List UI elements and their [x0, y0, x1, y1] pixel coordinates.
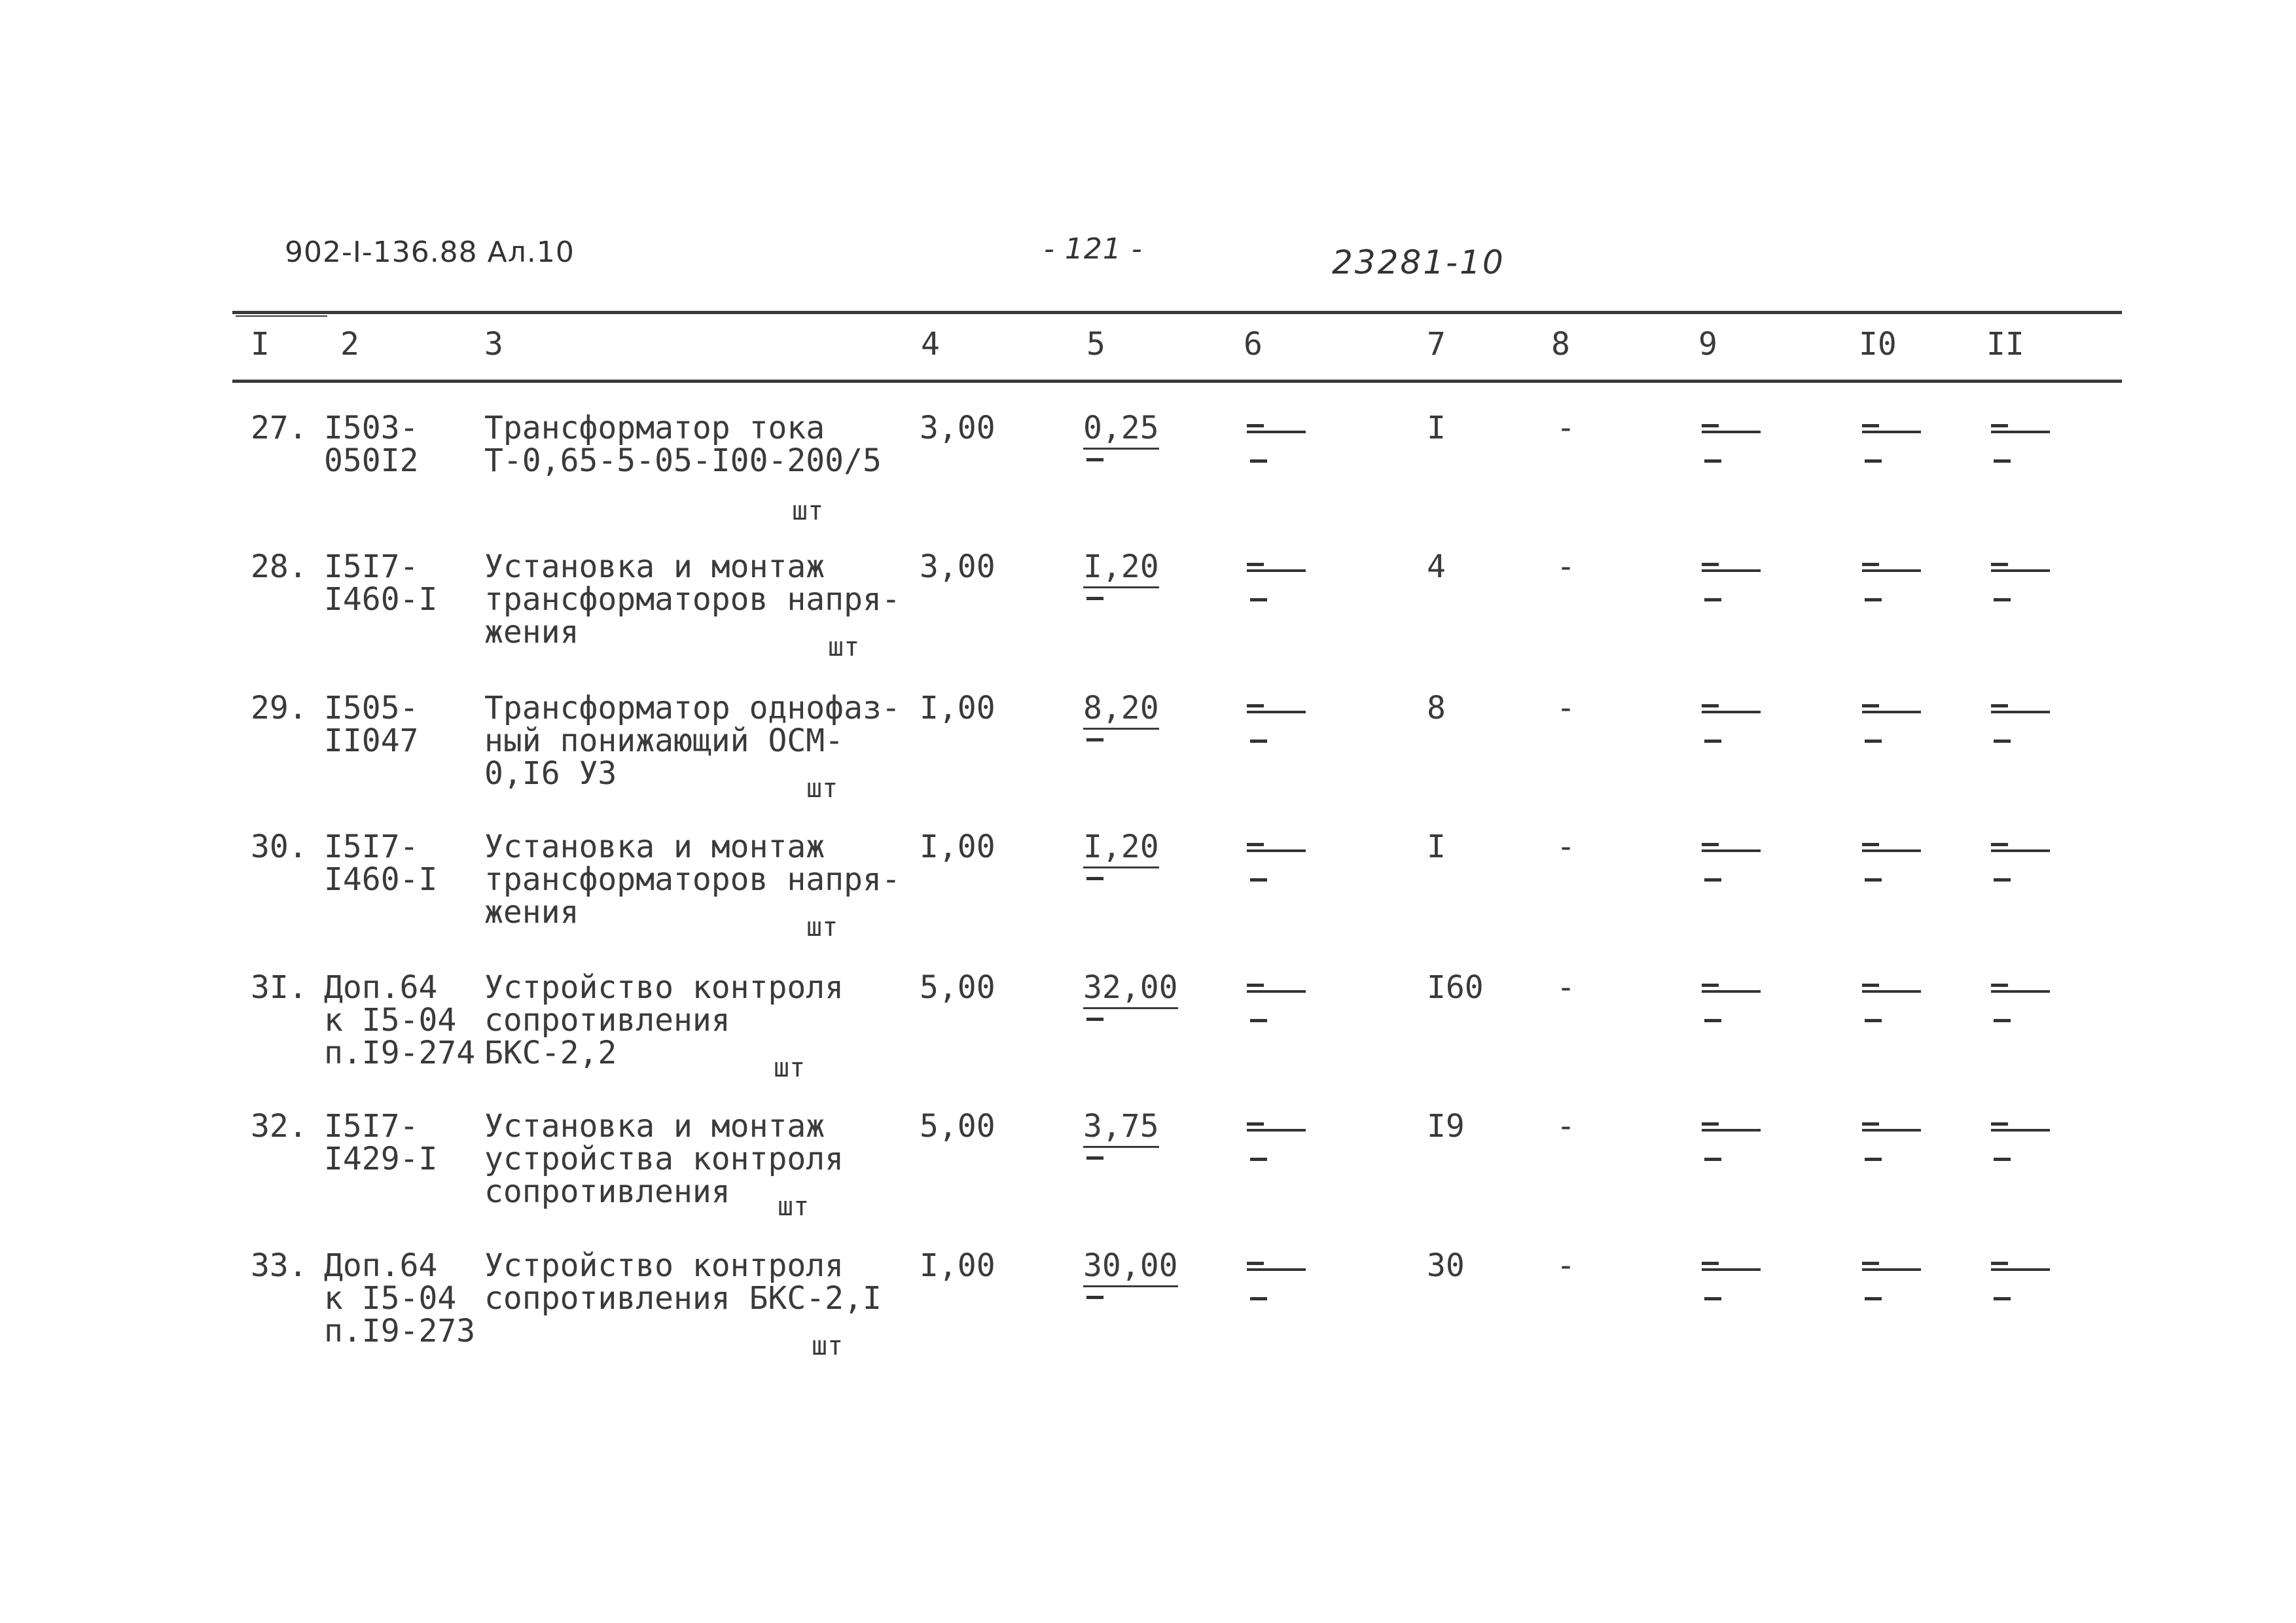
column-header-4: 4 — [921, 326, 940, 363]
dash-mark — [1994, 1158, 2011, 1161]
dash-mark — [1702, 843, 1761, 851]
dash-mark — [1862, 843, 1921, 851]
code-line: I503- — [324, 410, 419, 446]
unit-price: 30,00 — [1083, 1247, 1178, 1287]
name-line: жения — [484, 614, 579, 651]
dash-mark — [1702, 984, 1761, 991]
dash-mark — [1250, 740, 1267, 743]
dash-mark-top — [1702, 704, 1719, 707]
code-line: к I5-04 — [324, 1280, 457, 1317]
dash-mark — [1702, 424, 1761, 432]
dash-mark-underline — [1247, 990, 1306, 993]
code-line: п.I9-273 — [324, 1313, 476, 1349]
dash-mark — [1086, 877, 1103, 880]
dash-mark — [1247, 424, 1306, 432]
table-row — [0, 969, 2296, 1103]
table-row — [0, 1247, 2296, 1381]
name-line: устройства контроля — [484, 1141, 844, 1177]
dash-mark-underline — [1862, 431, 1921, 433]
unit-label: шт — [806, 912, 838, 942]
code-line: II047 — [324, 722, 419, 759]
code-line: 050I2 — [324, 442, 419, 479]
unit-label: шт — [828, 632, 860, 662]
column-header-6: 6 — [1244, 326, 1263, 363]
dash-mark — [1994, 740, 2011, 743]
row-number: 27. — [251, 410, 308, 446]
dash-mark — [1702, 704, 1761, 712]
code-line: I5I7- — [324, 1108, 419, 1145]
code-line: I5I7- — [324, 548, 419, 585]
name-line: Т-0,65-5-05-I00-200/5 — [484, 442, 882, 479]
dash-mark-underline — [1991, 431, 2050, 433]
dash-mark-underline — [1702, 849, 1761, 852]
table-row — [0, 1108, 2296, 1241]
code-line: I460-I — [324, 861, 438, 898]
column-8-value: - — [1556, 548, 1575, 585]
column-7-value: 4 — [1427, 548, 1446, 585]
dash-mark — [1250, 459, 1267, 463]
column-header-9: 9 — [1698, 326, 1717, 363]
code-line: Доп.64 — [324, 969, 438, 1006]
dash-mark-underline — [1247, 849, 1306, 852]
dash-mark — [1991, 984, 2050, 991]
row-number: 3I. — [251, 969, 308, 1006]
dash-mark-top — [1862, 704, 1879, 707]
dash-mark-underline — [1862, 990, 1921, 993]
dash-mark-top — [1247, 984, 1264, 987]
dash-mark-underline — [1991, 1268, 2050, 1271]
unit-price: I,20 — [1083, 829, 1159, 868]
name-line: сопротивления — [484, 1173, 730, 1210]
name-line: Устройство контроля — [484, 1247, 844, 1284]
name-line: трансформаторов напря- — [484, 861, 901, 898]
dash-mark — [1865, 598, 1882, 601]
name-line: ный понижающий ОСМ- — [484, 722, 844, 759]
unit-label: шт — [792, 496, 824, 526]
dash-mark-underline — [1991, 711, 2050, 713]
dash-mark — [1704, 1297, 1721, 1300]
dash-mark-top — [1702, 424, 1719, 427]
dash-mark-top — [1702, 984, 1719, 987]
dash-mark — [1865, 878, 1882, 882]
name-line: Трансформатор однофаз- — [484, 690, 901, 726]
unit-label: шт — [806, 774, 838, 804]
dash-mark-top — [1991, 984, 2008, 987]
column-7-value: I9 — [1427, 1108, 1465, 1145]
quantity: I,00 — [920, 690, 996, 726]
dash-mark — [1862, 704, 1921, 712]
dash-mark-underline — [1862, 1268, 1921, 1271]
unit-price: I,20 — [1083, 548, 1159, 588]
dash-mark — [1086, 738, 1103, 741]
dash-mark — [1247, 1262, 1306, 1270]
dash-mark — [1247, 1122, 1306, 1130]
document-code: 902-I-136.88 Ал.10 — [285, 236, 575, 269]
unit-price: 3,75 — [1083, 1108, 1159, 1148]
name-line: БКС-2,2 — [484, 1035, 617, 1071]
dash-mark — [1994, 878, 2011, 882]
column-7-value: 30 — [1427, 1247, 1465, 1284]
dash-mark — [1991, 563, 2050, 571]
dash-mark-top — [1991, 704, 2008, 707]
dash-mark-top — [1247, 704, 1264, 707]
quantity: 3,00 — [920, 548, 996, 585]
dash-mark — [1865, 1019, 1882, 1022]
table-row — [0, 831, 2296, 962]
dash-mark — [1250, 1158, 1267, 1161]
dash-mark — [1865, 740, 1882, 743]
dash-mark — [1086, 458, 1103, 461]
dash-mark-underline — [1862, 1129, 1921, 1132]
dash-mark — [1704, 740, 1721, 743]
dash-mark — [1862, 984, 1921, 991]
dash-mark-top — [1247, 1262, 1264, 1265]
column-7-value: I — [1427, 829, 1446, 865]
dash-mark-underline — [1991, 990, 2050, 993]
table-top-rule — [232, 311, 2122, 314]
dash-mark — [1250, 598, 1267, 601]
dash-mark — [1994, 1019, 2011, 1022]
dash-mark-top — [1991, 1122, 2008, 1126]
row-number: 33. — [251, 1247, 308, 1284]
code-line: п.I9-274 — [324, 1035, 476, 1071]
dash-mark — [1247, 843, 1306, 851]
name-line: 0,I6 УЗ — [484, 755, 617, 792]
dash-mark-underline — [1991, 1129, 2050, 1132]
dash-mark — [1702, 1262, 1761, 1270]
dash-mark-underline — [1702, 711, 1761, 713]
dash-mark — [1247, 563, 1306, 571]
dash-mark — [1991, 1262, 2050, 1270]
quantity: 5,00 — [920, 1108, 996, 1145]
column-8-value: - — [1556, 1108, 1575, 1145]
row-number: 30. — [251, 829, 308, 865]
column-8-value: - — [1556, 829, 1575, 865]
column-header-5: 5 — [1086, 326, 1105, 363]
dash-mark — [1865, 459, 1882, 463]
dash-mark-top — [1862, 424, 1879, 427]
name-line: Установка и монтаж — [484, 829, 825, 865]
name-line: Трансформатор тока — [484, 410, 825, 446]
code-line: I505- — [324, 690, 419, 726]
dash-mark-underline — [1991, 569, 2050, 572]
dash-mark — [1704, 459, 1721, 463]
dash-mark — [1086, 1296, 1103, 1299]
dash-mark-top — [1862, 1122, 1879, 1126]
unit-price: 32,00 — [1083, 969, 1178, 1009]
code-line: I429-I — [324, 1141, 438, 1177]
name-line: Устройство контроля — [484, 969, 844, 1006]
dash-mark-underline — [1862, 711, 1921, 713]
quantity: 3,00 — [920, 410, 996, 446]
dash-mark — [1994, 598, 2011, 601]
column-8-value: - — [1556, 690, 1575, 726]
code-line: к I5-04 — [324, 1002, 457, 1039]
dash-mark-underline — [1247, 711, 1306, 713]
table-row — [0, 548, 2296, 682]
dash-mark-underline — [1702, 990, 1761, 993]
dash-mark-top — [1991, 424, 2008, 427]
dash-mark — [1991, 1122, 2050, 1130]
dash-mark — [1247, 984, 1306, 991]
dash-mark — [1250, 878, 1267, 882]
column-header-2: 2 — [340, 326, 359, 363]
name-line: сопротивления — [484, 1002, 730, 1039]
dash-mark — [1994, 459, 2011, 463]
unit-label: шт — [774, 1053, 806, 1083]
column-8-value: - — [1556, 1247, 1575, 1284]
quantity: I,00 — [920, 829, 996, 865]
column-8-value: - — [1556, 410, 1575, 446]
dash-mark — [1862, 563, 1921, 571]
row-number: 29. — [251, 690, 308, 726]
unit-label: шт — [812, 1331, 844, 1361]
table-header-rule — [232, 380, 2122, 383]
dash-mark-top — [1702, 1122, 1719, 1126]
inventory-number: 23281-10 — [1332, 243, 1505, 281]
row-number: 32. — [251, 1108, 308, 1145]
dash-mark-top — [1862, 563, 1879, 566]
column-7-value: I — [1427, 410, 1446, 446]
dash-mark-top — [1991, 563, 2008, 566]
dash-mark — [1862, 1122, 1921, 1130]
dash-mark — [1994, 1297, 2011, 1300]
column-7-value: 8 — [1427, 690, 1446, 726]
unit-label: шт — [778, 1192, 810, 1222]
dash-mark — [1086, 597, 1103, 600]
dash-mark — [1250, 1019, 1267, 1022]
code-line: I460-I — [324, 581, 438, 618]
column-7-value: I60 — [1427, 969, 1484, 1006]
dash-mark-top — [1247, 1122, 1264, 1126]
dash-mark-top — [1991, 843, 2008, 846]
column-header-7: 7 — [1427, 326, 1446, 363]
dash-mark-underline — [1991, 849, 2050, 852]
dash-mark — [1991, 704, 2050, 712]
dash-mark-top — [1862, 1262, 1879, 1265]
dash-mark — [1247, 704, 1306, 712]
dash-mark — [1086, 1018, 1103, 1021]
name-line: жения — [484, 894, 579, 931]
dash-mark-top — [1247, 843, 1264, 846]
dash-mark-underline — [1862, 569, 1921, 572]
unit-price: 8,20 — [1083, 690, 1159, 730]
column-header-3: 3 — [484, 326, 503, 363]
dash-mark — [1991, 843, 2050, 851]
dash-mark-top — [1702, 1262, 1719, 1265]
table-row — [0, 412, 2296, 543]
dash-mark — [1865, 1297, 1882, 1300]
dash-mark-top — [1702, 563, 1719, 566]
dash-mark — [1704, 1019, 1721, 1022]
dash-mark-underline — [1702, 1129, 1761, 1132]
column-header-1: I — [251, 326, 270, 363]
code-line: I5I7- — [324, 829, 419, 865]
dash-mark — [1702, 1122, 1761, 1130]
dash-mark-top — [1862, 984, 1879, 987]
dash-mark-underline — [1247, 1129, 1306, 1132]
dash-mark — [1250, 1297, 1267, 1300]
dash-mark-underline — [1702, 569, 1761, 572]
dash-mark-underline — [1862, 849, 1921, 852]
dash-mark-underline — [1247, 431, 1306, 433]
name-line: сопротивления БКС-2,I — [484, 1280, 882, 1317]
dash-mark-underline — [1702, 1268, 1761, 1271]
dash-mark — [1865, 1158, 1882, 1161]
dash-mark — [1704, 598, 1721, 601]
name-line: Установка и монтаж — [484, 548, 825, 585]
dash-mark-underline — [1247, 569, 1306, 572]
dash-mark-underline — [1702, 431, 1761, 433]
quantity: 5,00 — [920, 969, 996, 1006]
name-line: Установка и монтаж — [484, 1108, 825, 1145]
dash-mark — [1704, 1158, 1721, 1161]
row-number: 28. — [251, 548, 308, 585]
name-line: трансформаторов напря- — [484, 581, 901, 618]
dash-mark-top — [1862, 843, 1879, 846]
dash-mark-top — [1247, 563, 1264, 566]
page-number: - 121 - — [1044, 232, 1143, 266]
column-header-11: II — [1986, 326, 2024, 363]
quantity: I,00 — [920, 1247, 996, 1284]
dash-mark-top — [1247, 424, 1264, 427]
dash-mark — [1991, 424, 2050, 432]
table-top-rule-thin — [236, 315, 327, 317]
code-line: Доп.64 — [324, 1247, 438, 1284]
dash-mark-top — [1702, 843, 1719, 846]
column-header-10: I0 — [1859, 326, 1897, 363]
dash-mark — [1862, 424, 1921, 432]
dash-mark — [1702, 563, 1761, 571]
dash-mark-underline — [1247, 1268, 1306, 1271]
dash-mark — [1862, 1262, 1921, 1270]
dash-mark-top — [1991, 1262, 2008, 1265]
table-row — [0, 692, 2296, 823]
dash-mark — [1086, 1156, 1103, 1160]
column-header-8: 8 — [1551, 326, 1570, 363]
unit-price: 0,25 — [1083, 410, 1159, 450]
column-8-value: - — [1556, 969, 1575, 1006]
dash-mark — [1704, 878, 1721, 882]
